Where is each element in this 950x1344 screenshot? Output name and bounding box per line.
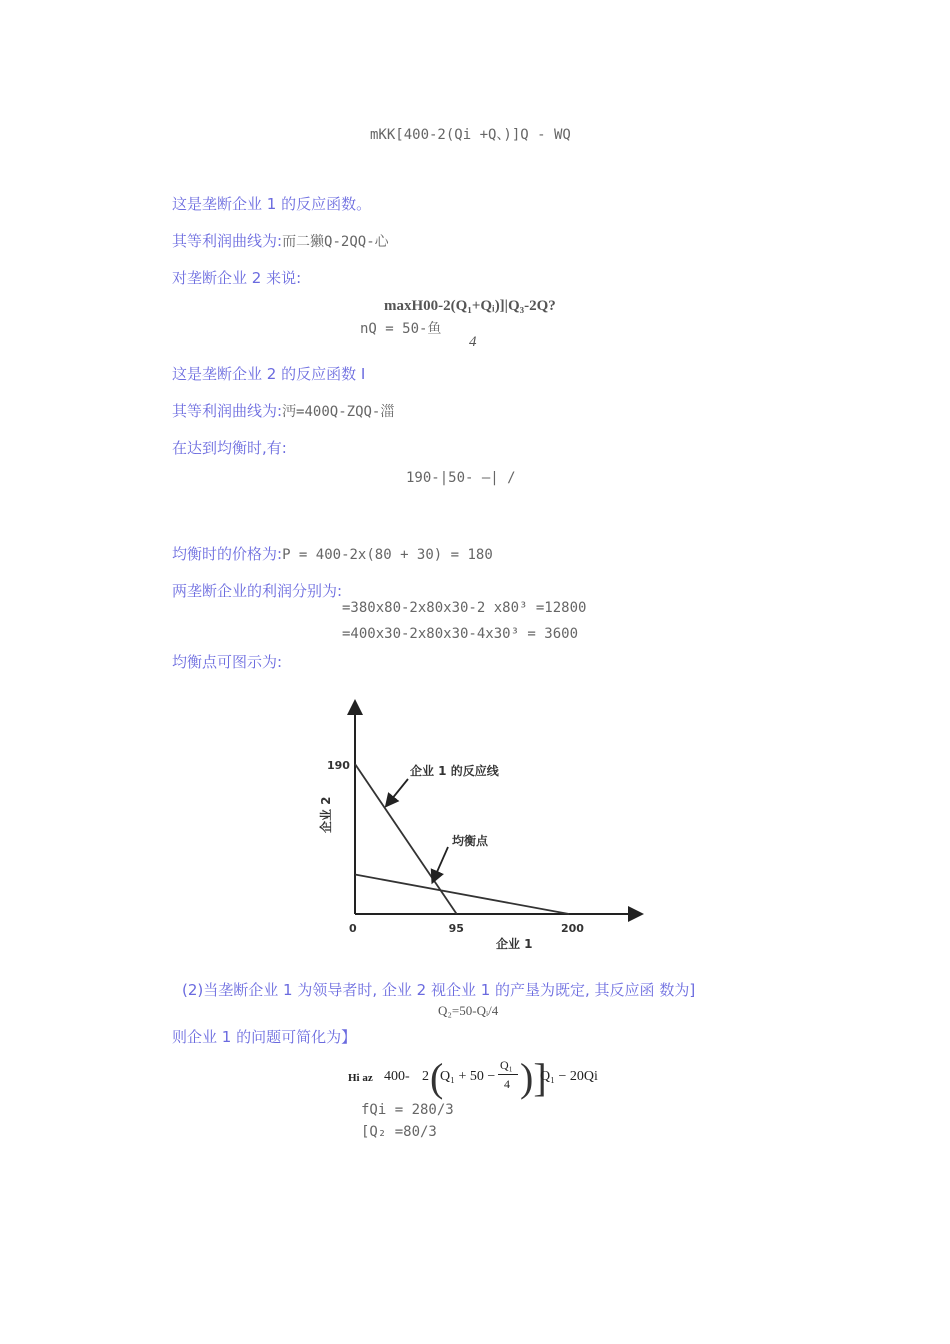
text-firm2-intro: 对垄断企业 2 来说: [172,269,302,287]
formula-400: 400- [384,1069,410,1084]
formula-frac-den: 4 [504,1077,510,1091]
formula-frac-num: Q₁ [500,1058,513,1072]
text-profits-intro: 两垄断企业的利润分别为: [172,582,343,600]
text-isoprofit2 [172,400,394,421]
y-tick-label: 190 [327,759,350,772]
text-isoprofit1 [172,230,389,251]
formula-hi-az: Hi az [348,1072,373,1084]
formula-q1-tail: Q₁ − 20Qi [540,1069,598,1084]
x-axis-label: 企业 1 [496,937,533,951]
price-expr: P = 400-2x(80 + 30) = 180 [282,547,493,563]
formula-leader-objective [348,1055,608,1102]
formula-bracket-open: ( [430,1055,444,1100]
text-reaction1: 这是垄断企业 1 的反应函数。 [172,195,372,213]
annotation-arrow-2 [433,847,448,881]
text-leader: (2)当垄断企业 1 为领导者时, 企业 2 视企业 1 的产垦为既定, 其反应函 数为] [182,981,696,999]
isoprofit1-expr: 而二獭Q-2QQ-心 [282,234,389,250]
x-tick-label: 95 [448,922,464,935]
reaction-line-1 [355,764,457,914]
formula-q1-plus: Q₁ + 50 − [440,1069,496,1084]
x-tick-label: 200 [561,922,584,935]
reaction-line-2 [355,875,569,914]
formula-bracket-close: )] [520,1055,547,1100]
text-simplify: 则企业 1 的问题可简化为】 [172,1028,357,1046]
formula-four: 4 [469,334,477,350]
annotation-equilibrium: 均衡点 [452,834,489,848]
text-graph-intro: 均衡点可图示为: [172,653,283,671]
isoprofit2-expr: 沔=400Q-ZQQ-湽 [282,404,395,420]
formula-q2: Q₂=50-Qᵢ/4 [438,1003,499,1018]
formula-sol1: fQi = 280/3 [361,1102,454,1118]
annotation-reaction-line: 企业 1 的反应线 [410,764,499,778]
text-reaction2: 这是垄断企业 2 的反应函数 I [172,365,366,383]
equilibrium-chart [300,695,660,960]
formula-equilibrium: 190-|50- —| / [406,470,516,486]
text-equilibrium-intro: 在达到均衡时,有: [172,439,287,457]
formula-sol2: [Q₂ =80/3 [361,1124,437,1140]
isoprofit1-label: 其等利润曲线为: [172,232,283,250]
formula-profit2: =400x30-2x80x30-4x30³ = 3600 [342,626,579,642]
formula-max-firm2: maxH00-2(Q₁+Qᵢ)]|Q₃-2Q? [384,298,556,314]
formula-top: mKK[400-2(Qi +Q、)]Q - WQ [370,127,571,143]
formula-2: 2 [422,1069,429,1084]
x-tick-label: 0 [349,922,357,935]
y-axis-label: 企业 2 [319,796,333,833]
price-label: 均衡时的价格为: [172,545,283,563]
annotation-arrow-1 [387,779,408,805]
formula-profit1: =380x80-2x80x30-2 x80³ =12800 [342,600,587,616]
text-price [172,543,493,564]
isoprofit2-label: 其等利润曲线为: [172,402,283,420]
formula-nq: nQ = 50-鱼 [360,321,442,337]
formula-frac-bar [498,1074,518,1075]
